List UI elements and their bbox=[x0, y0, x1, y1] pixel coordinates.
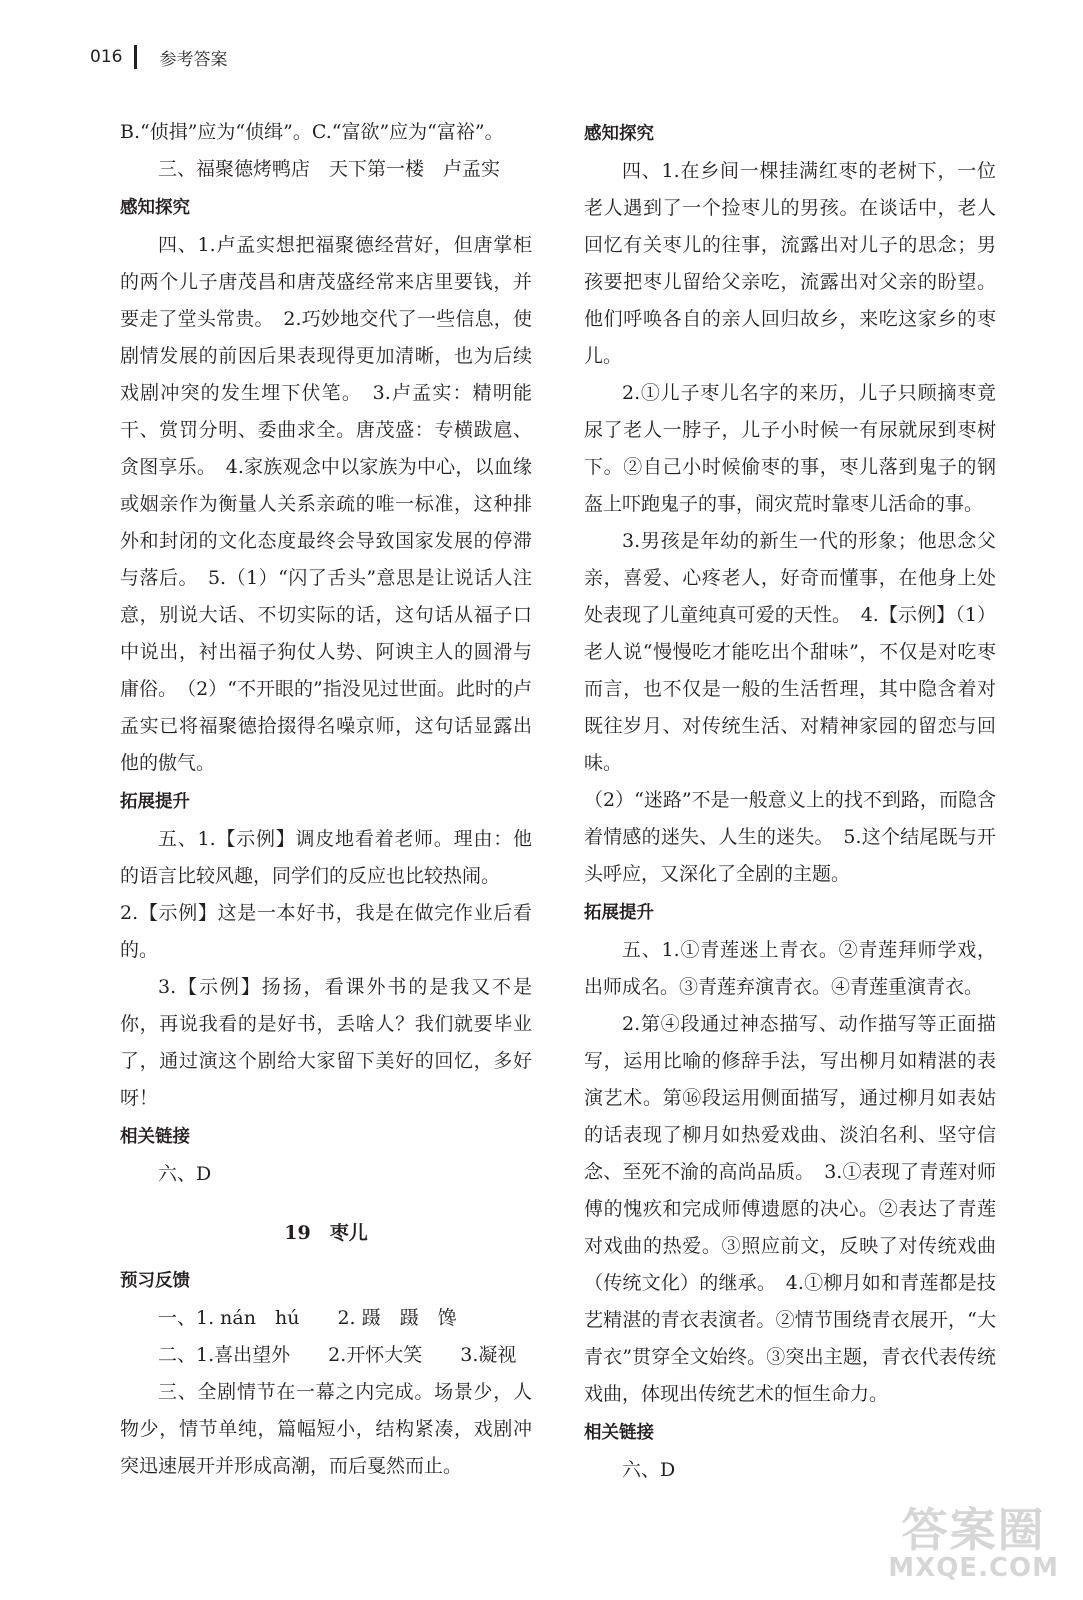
left-column bbox=[120, 114, 532, 1485]
header-title: 参考答案 bbox=[159, 49, 228, 70]
section-heading: 拓展提升 bbox=[584, 903, 654, 923]
answer-paragraph: 六、D bbox=[158, 1163, 212, 1185]
answer-paragraph: 3.【示例】扬扬，看课外书的是我又不是你，再说我看的是好书，丢啥人？我们就要毕业了，通过演这个剧给大家留下美好的回忆，多好呀！ bbox=[120, 976, 532, 1109]
section-heading: 感知探究 bbox=[584, 124, 654, 144]
watermark-logo: 答案圈 bbox=[901, 1503, 1046, 1558]
answer-paragraph: B.“侦揖”应为“侦缉”。C.“富欲”应为“富裕”。 bbox=[120, 121, 504, 143]
answer-paragraph: 2.【示例】这是一本好书，我是在做完作业后看的。 bbox=[120, 902, 532, 961]
section-heading: 相关链接 bbox=[120, 1127, 190, 1147]
page-number: 016 bbox=[90, 47, 123, 67]
section-heading: 相关链接 bbox=[584, 1423, 654, 1443]
answer-paragraph: 五、1.①青莲迷上青衣。②青莲拜师学戏，出师成名。③青莲弃演青衣。④青莲重演青衣。 bbox=[584, 939, 996, 998]
answer-paragraph: 六、D bbox=[622, 1459, 676, 1481]
header-divider bbox=[134, 45, 137, 69]
answer-paragraph: （2）“迷路”不是一般意义上的找不到路，而隐含着情感的迷失、人生的迷失。 5.这个结尾既与开头呼应，又深化了全剧的主题。 bbox=[584, 789, 996, 885]
answer-paragraph: 四、1.卢孟实想把福聚德经营好，但唐掌柜的两个儿子唐茂昌和唐茂盛经常来店里要钱，并要走了堂头常贵。 2.巧妙地交代了一些信息，使剧情发展的前因后果表现得更加清晰，也为后续戏剧冲突的发生埋下伏笔。 3.卢孟实：精明能干、赏罚分明、委曲求全。唐茂盛：专横跋扈、贪图享乐。 4.家族观念中以家族为中心，以血缘或姻亲作为衡量人关系亲疏的唯一标准，这种排外和封闭的文化态度最终会导致国家发展的停滞与落后。 5.（1）“闪了舌头”意思是让说话人注意，别说大话、不切实际的话，这句话从福子口中说出，衬出福子狗仗人势、阿谀主人的圆滑与庸俗。 （2）“不开眼的”指没见过世面。此时的卢孟实已将福聚德拾掇得名噪京师，这句话显露出他的傲气。 bbox=[120, 234, 532, 774]
answer-paragraph: 3.男孩是年幼的新生一代的形象；他思念父亲，喜爱、心疼老人，好奇而懂事，在他身上处处表现了儿童纯真可爱的天性。 4.【示例】（1）老人说“慢慢吃才能吃出个甜味”，不仅是对吃枣而言，也不仅是一般的生活哲理，其中隐含着对既往岁月、对传统生活、对精神家园的留恋与回味。 bbox=[584, 530, 996, 774]
answer-paragraph: 一、1. nán hú 2. 蹑 蹑 馋 bbox=[158, 1307, 457, 1329]
answer-paragraph: 三、全剧情节在一幕之内完成。场景少，人物少，情节单纯，篇幅短小，结构紧凑，戏剧冲突迅速展开并形成高潮，而后戛然而止。 bbox=[120, 1381, 532, 1477]
answer-paragraph: 2.①儿子枣儿名字的来历，儿子只顾摘枣竟尿了老人一脖子，儿子小时候一有尿就尿到枣树下。②自己小时候偷枣的事，枣儿落到鬼子的钢盔上吓跑鬼子的事，闹灾荒时靠枣儿活命的事。 bbox=[584, 382, 996, 515]
site-watermark bbox=[888, 1503, 1059, 1583]
section-heading: 预习反馈 bbox=[120, 1271, 190, 1291]
watermark-url: MXQE.COM bbox=[888, 1552, 1059, 1583]
lesson-title: 19 枣儿 bbox=[284, 1222, 368, 1244]
answer-paragraph: 五、1.【示例】调皮地看着老师。理由：他的语言比较风趣，同学们的反应也比较热闹。 bbox=[120, 828, 532, 887]
section-heading: 拓展提升 bbox=[120, 792, 190, 812]
right-column bbox=[584, 114, 996, 1489]
page-header bbox=[90, 42, 227, 72]
answer-paragraph: 三、福聚德烤鸭店 天下第一楼 卢孟实 bbox=[158, 158, 501, 180]
section-heading: 感知探究 bbox=[120, 198, 190, 218]
answer-paragraph: 二、1.喜出望外 2.开怀大笑 3.凝视 bbox=[158, 1344, 517, 1366]
answer-paragraph: 四、1.在乡间一棵挂满红枣的老树下，一位老人遇到了一个捡枣儿的男孩。在谈话中，老人回忆有关枣儿的往事，流露出对儿子的思念；男孩要把枣儿留给父亲吃，流露出对父亲的盼望。他们呼唤各自的亲人回归故乡，来吃这家乡的枣儿。 bbox=[584, 160, 996, 367]
answer-paragraph: 2.第④段通过神态描写、动作描写等正面描写，运用比喻的修辞手法，写出柳月如精湛的表演艺术。第⑯段运用侧面描写，通过柳月如表姑的话表现了柳月如热爱戏曲、淡泊名利、坚守信念、至死不渝的高尚品质。 3.①表现了青莲对师傅的愧疚和完成师傅遗愿的决心。②表达了青莲对戏曲的热爱。③照应前文，反映了对传统戏曲（传统文化）的继承。 4.①柳月如和青莲都是技艺精湛的青衣表演者。②情节围绕青衣展开，“大青衣”贯穿全文始终。③突出主题，青衣代表传统戏曲，体现出传统艺术的恒生命力。 bbox=[584, 1013, 996, 1405]
